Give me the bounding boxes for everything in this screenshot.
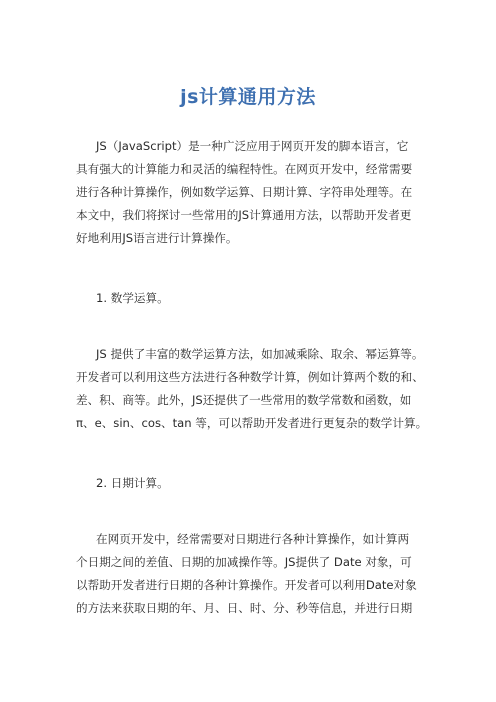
section-2-line-1: 在网页开发中，经常需要对日期进行各种计算操作，如计算两 [96, 532, 410, 546]
intro-line-3: 进行各种计算操作，例如数学运算、日期计算、字符串处理等。在 [76, 185, 413, 199]
section-2-line-3: 以帮助开发者进行日期的各种计算操作。开发者可以利用Date对象 [76, 578, 417, 592]
section-1-line-1: JS 提供了丰富的数学运算方法，如加减乘除、取余、幂运算等。 [96, 347, 424, 361]
section-1-line-4: π、e、sin、cos、tan 等，可以帮助开发者进行更复杂的数学计算。 [76, 416, 428, 430]
section-1-line-2: 开发者可以利用这些方法进行各种数学计算，例如计算两个数的和、 [76, 370, 424, 384]
intro-line-1: JS（JavaScript）是一种广泛应用于网页开发的脚本语言，它 [96, 139, 409, 153]
section-1-line-3: 差、积、商等。此外，JS还提供了一些常用的数学常数和函数，如 [76, 393, 412, 407]
section-2-heading: 2. 日期计算。 [96, 476, 169, 490]
intro-line-2: 具有强大的计算能力和灵活的编程特性。在网页开发中，经常需要 [76, 162, 413, 176]
intro-line-5: 好地利用JS语言进行计算操作。 [76, 231, 238, 245]
section-1-heading: 1. 数学运算。 [96, 291, 169, 305]
document-title: js计算通用方法 [180, 86, 316, 108]
section-2-line-4: 的方法来获取日期的年、月、日、时、分、秒等信息，并进行日期 [76, 601, 413, 615]
section-2-line-2: 个日期之间的差值、日期的加减操作等。JS提供了 Date 对象，可 [76, 555, 412, 569]
intro-line-4: 本文中，我们将探讨一些常用的JS计算通用方法，以帮助开发者更 [76, 208, 412, 222]
